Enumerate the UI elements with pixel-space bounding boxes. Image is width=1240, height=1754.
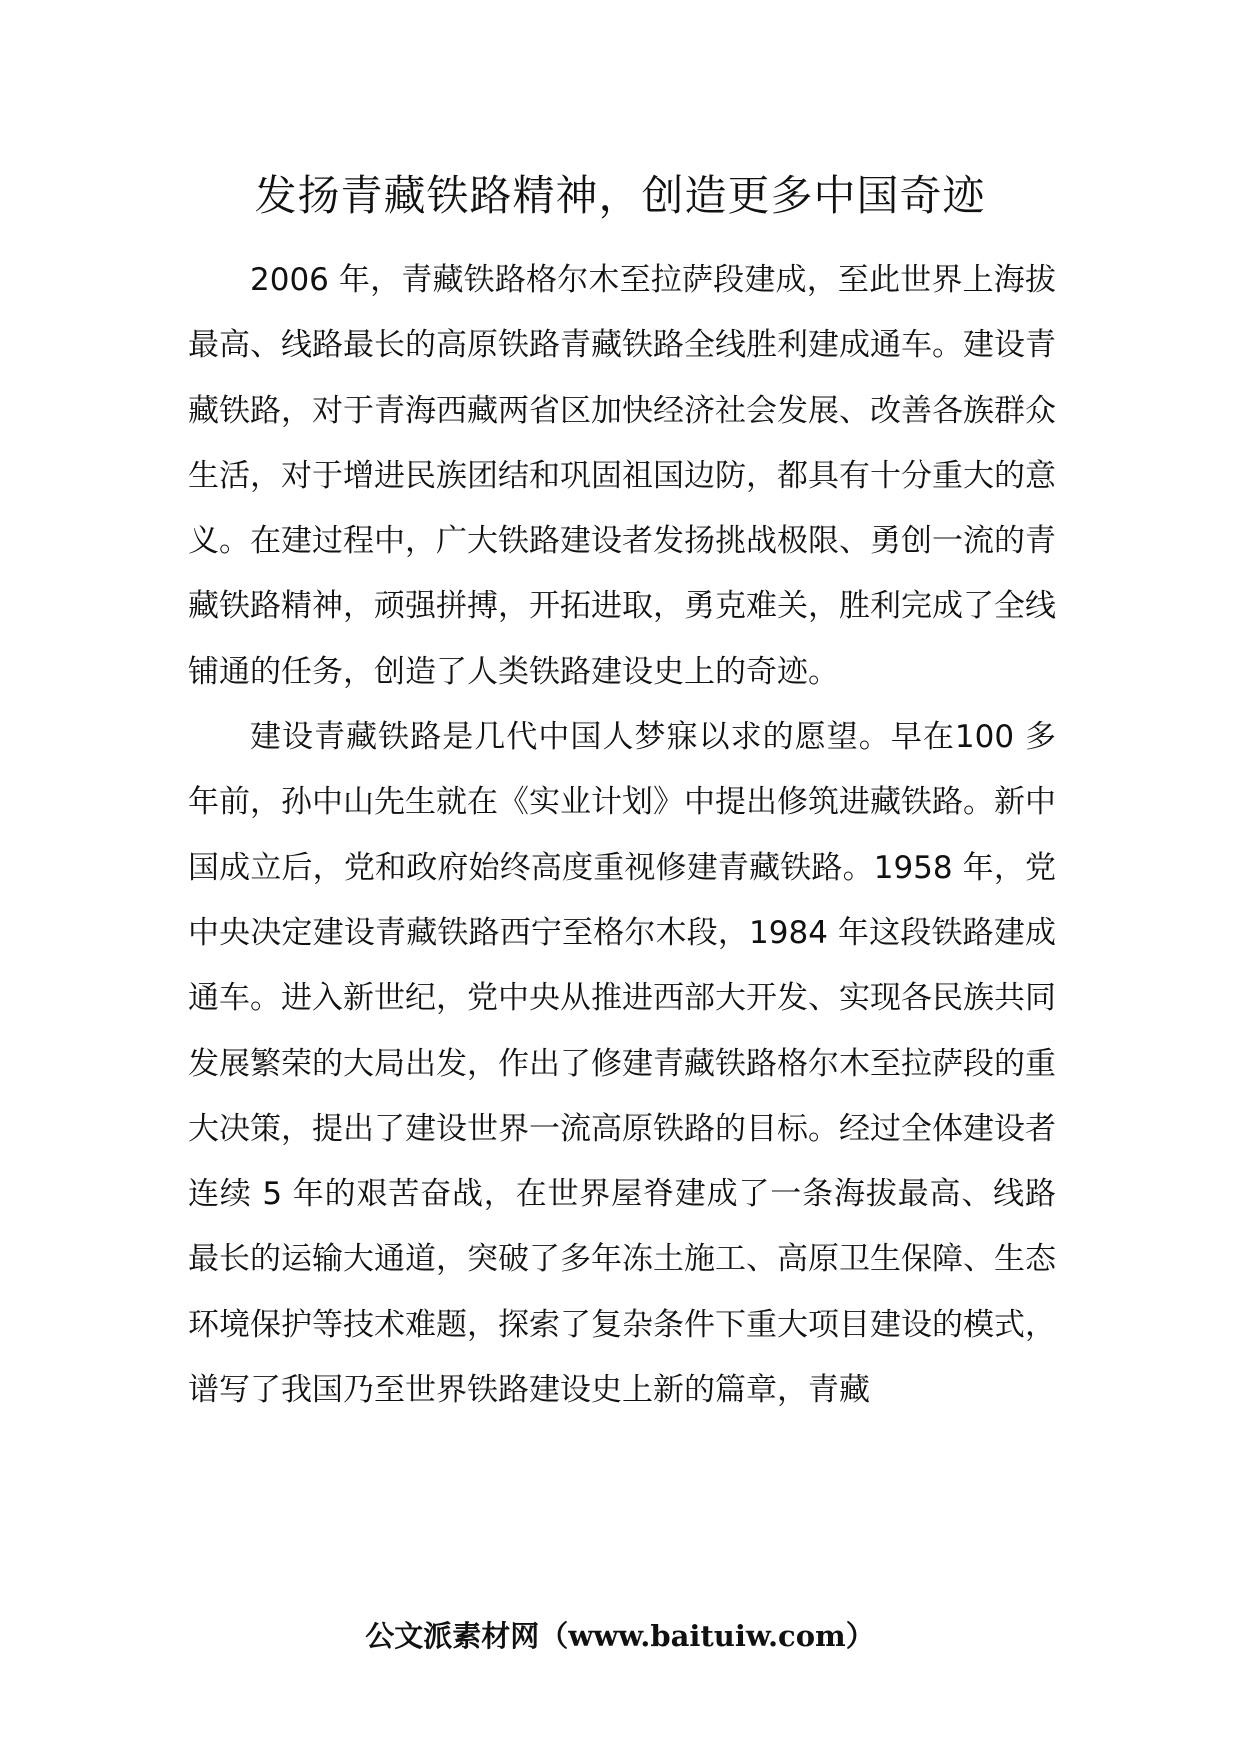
page-footer-source: 公文派素材网（www.baituiw.com）: [365, 1619, 875, 1653]
document-body: [188, 248, 1056, 1423]
document-title: 发扬青藏铁路精神，创造更多中国奇迹: [254, 171, 986, 220]
paragraph-1: 2006 年，青藏铁路格尔木至拉萨段建成，至此世界上海拔最高、线路最长的高原铁路青藏铁路全线胜利建成通车。建设青藏铁路，对于青海西藏两省区加快经济社会发展、改善各族群众生活，对于增进民族团结和巩固祖国边防，都具有十分重大的意义。在建过程中，广大铁路建设者发扬挑战极限、勇创一流的青藏铁路精神，顽强拼搏，开拓进取，勇克难关，胜利完成了全线铺通的任务，创造了人类铁路建设史上的奇迹。: [188, 262, 1056, 690]
paragraph-2: 建设青藏铁路是几代中国人梦寐以求的愿望。早在100 多年前，孙中山先生就在《实业计划》中提出修筑进藏铁路。新中国成立后，党和政府始终高度重视修建青藏铁路。1958 年，党中央决定建设青藏铁路西宁至格尔木段，1984 年这段铁路建成通车。进入新世纪，党中央从推进西部大开发、实现各民族共同发展繁荣的大局出发，作出了修建青藏铁路格尔木至拉萨段的重大决策，提出了建设世界一流高原铁路的目标。经过全体建设者连续 5 年的艰苦奋战，在世界屋脊建成了一条海拔最高、线路最长的运输大通道，突破了多年冻土施工、高原卫生保障、生态环境保护等技术难题，探索了复杂条件下重大项目建设的模式，谱写了我国乃至世界铁路建设史上新的篇章，青藏: [188, 719, 1056, 1409]
